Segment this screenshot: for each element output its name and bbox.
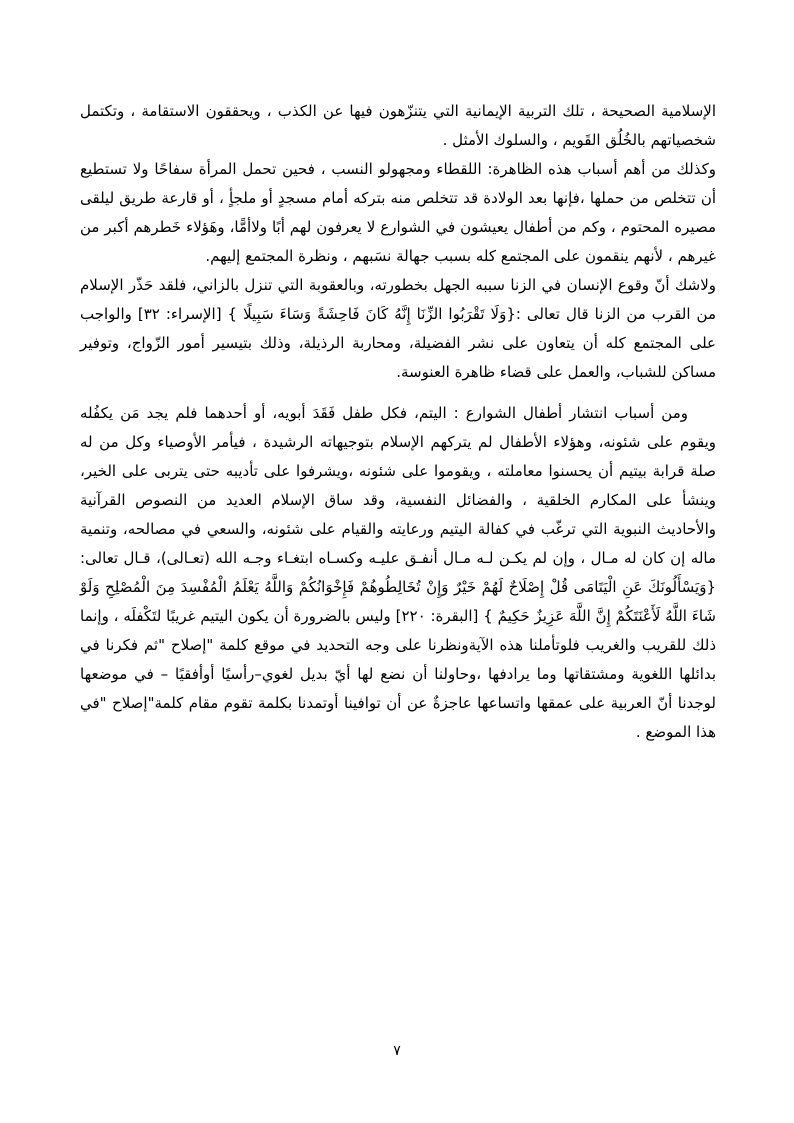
page-number: ٧	[393, 1043, 401, 1059]
paragraph-foundlings: وكذلك من أهم أسباب هذه الظاهرة: اللقطاء ومجهولو النسب ، فحين تحمل المرأة سفاحًا ولا تستطيع أن تتخلص من حملها ،فإنها بعد الولادة قد تتخلص منه بتركه أمام مسجدٍ أو ملجأٍ ، أو قارعة طريق ليلقى مصيره المحتوم ، وكم من أطفال يعيشون في الشوارع لا يعرفون لهم أبًا ولاأمًّا، وهَؤلاء خَطرهم أكبر من غيرهم ، لأنهم ينقمون على المجتمع كله بسبب جهالة نسَبهم ، ونظرة المجتمع إليهم.	[80, 160, 716, 265]
paragraph-continuation: الإسلامية الصحيحة ، تلك التربية الإيمانية التي يتنزّهون فيها عن الكذب ، ويحققون الاستقامة ، وتكتمل شخصياتهم بالخُلُق القَويم ، والسلوك الأمثل .	[80, 102, 716, 149]
body-text	[80, 97, 716, 747]
paragraph-adultery: ولاشك أنّ وقوع الإنسان في الزنا سببه الجهل بخطورته، وبالعقوبة التي تنزل بالزاني، فلقد حَذّر الإسلام من القرب من الزنا قال تعالى :{وَلَا تَقْرَبُوا الزِّنَا إِنَّهُ كَانَ فَاحِشَةً وَسَاءَ سَبِيلًا } [الإسراء: ٣٢] والواجب على المجتمع كله أن يتعاون على نشر الفضيلة، ومحاربة الرذيلة، وذلك بتيسير أمور الزّواج، وتوفير مساكن للشباب، والعمل على قضاء ظاهرة العنوسة.	[80, 276, 716, 381]
paragraph-orphans: ومن أسباب انتشار أطفال الشوارع : اليتم، فكل طفل فَقَدَ أبويه، أو أحدهما فلم يجد مَن يكفُله ويقوم على شئونه، وهؤلاء الأطفال لم يتركهم الإسلام بتوجيهاته الرشيدة ، فيأمر الأوصياء وكل من له صلة قرابة بيتيم أن يحسنوا معاملته ، ويقوموا على شئونه ،ويشرفوا على تأديبه حتى يتربى على الخير، وينشأ على المكارم الخلقية ، والفضائل النفسية، وقد ساق الإسلام العديد من النصوص القرآنية والأحاديث النبوية التي ترغّب في كفالة اليتيم ورعايته والقيام على شئونه، والسعي في مصالحه، وتنمية ماله إن كان له مـال ، وإن لم يكـن لـه مـال أنفـق عليـه وكسـاه ابتغـاء وجـه الله (تعـالى)، قـال تعالى:{وَيَسْأَلُونَكَ عَنِ الْيَتَامَى قُلْ إِصْلَاحٌ لَهُمْ خَيْرٌ وَإِنْ تُخَالِطُوهُمْ فَإِخْوَانُكُمْ وَاللَّهُ يَعْلَمُ الْمُفْسِدَ مِنَ الْمُصْلِحِ وَلَوْ شَاءَ اللَّهُ لَأَعْنَتَكُمْ إِنَّ اللَّهَ عَزِيزٌ حَكِيمٌ } [البقرة: ٢٢٠] وليس بالضرورة أن يكون اليتيم غريبًا لتَكْفلَه ، وإنما ذلك للقريب والغريب فلوتأملنا هذه الآيةونظرنا على وجه التحديد في موقع كلمة "إصلاح "ثم فكرنا في بدائلها اللغوية ومشتقاتها وما يرادفها ،وحاولنا أن نضع لها أيّ بديل لغوي–رأسيًا أوأفقيًا – في موضعها لوجدنا أنّ العربية على عمقها واتساعها عاجزةٌ عن أن توافينا أوتمدنا بكلمة تقوم مقام كلمة"إصلاح "في هذا الموضع .	[80, 404, 716, 741]
